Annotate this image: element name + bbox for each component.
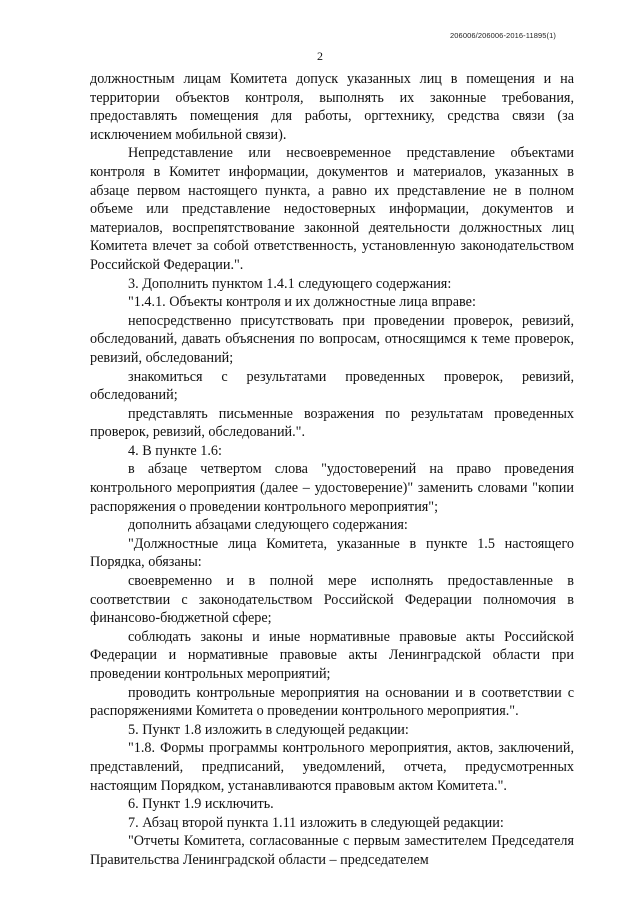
paragraph: 4. В пункте 1.6: <box>128 442 222 459</box>
paragraph: Непредставление или несвоевременное представление объектами контроля в Комитет информации, документов и материалов, указанных в абзаце первом настоящего пункта, а равно их представление не в полном объеме или представление недостоверных информации, документов и материалов, воспрепятствование законной деятельности должностных лиц Комитета влечет за собой ответственность, установленную законодательством Российской Федерации.". <box>90 145 574 273</box>
paragraph: 3. Дополнить пунктом 1.4.1 следующего содержания: <box>128 275 452 292</box>
paragraph: должностным лицам Комитета допуск указанных лиц в помещения и на территории объектов контроля, выполнять их законные требования, предоставлять помещения для работы, оргтехнику, средства связи (за исключением мобильной связи). <box>90 71 574 143</box>
paragraph: "Отчеты Комитета, согласованные с первым заместителем Председателя Правительства Ленинградской области – председателем <box>90 833 574 868</box>
paragraph: дополнить абзацами следующего содержания: <box>128 517 408 534</box>
paragraph: представлять письменные возражения по результатам проведенных проверок, ревизий, обследований.". <box>90 405 574 441</box>
paragraph: знакомиться с результатами проведенных проверок, ревизий, обследований; <box>90 368 574 404</box>
paragraph: 6. Пункт 1.9 исключить. <box>128 796 274 813</box>
paragraph: "Должностные лица Комитета, указанные в пункте 1.5 настоящего Порядка, обязаны: <box>90 535 574 571</box>
page-number: 2 <box>317 49 323 63</box>
paragraph: непосредственно присутствовать при проведении проверок, ревизий, обследований, давать объяснения по вопросам, относящимся к теме проверок, ревизий, обследований; <box>90 312 574 366</box>
document-body <box>90 70 574 870</box>
document-id: 206006/206006-2016-11895(1) <box>450 31 556 40</box>
paragraph: "1.4.1. Объекты контроля и их должностные лица вправе: <box>128 294 476 311</box>
paragraph: 5. Пункт 1.8 изложить в следующей редакции: <box>128 721 409 738</box>
paragraph: проводить контрольные мероприятия на основании и в соответствии с распоряжениями Комитета о проведении контрольного мероприятия.". <box>90 684 574 720</box>
paragraph: своевременно и в полной мере исполнять предоставленные в соответствии с законодательством Российской Федерации полномочия в финансово-бюджетной сфере; <box>90 573 574 627</box>
paragraph: в абзаце четвертом слова "удостоверений на право проведения контрольного мероприятия (далее – удостоверение)" заменить словами "копии распоряжения о проведении контрольного мероприятия"; <box>90 461 574 515</box>
paragraph: 7. Абзац второй пункта 1.11 изложить в следующей редакции: <box>128 814 504 831</box>
paragraph: соблюдать законы и иные нормативные правовые акты Российской Федерации и нормативные правовые акты Ленинградской области при проведении контрольных мероприятий; <box>90 628 574 682</box>
paragraph: "1.8. Формы программы контрольного мероприятия, актов, заключений, представлений, предписаний, уведомлений, отчета, предусмотренных настоящим Порядком, устанавливаются правовым актом Комитета.". <box>90 740 574 794</box>
